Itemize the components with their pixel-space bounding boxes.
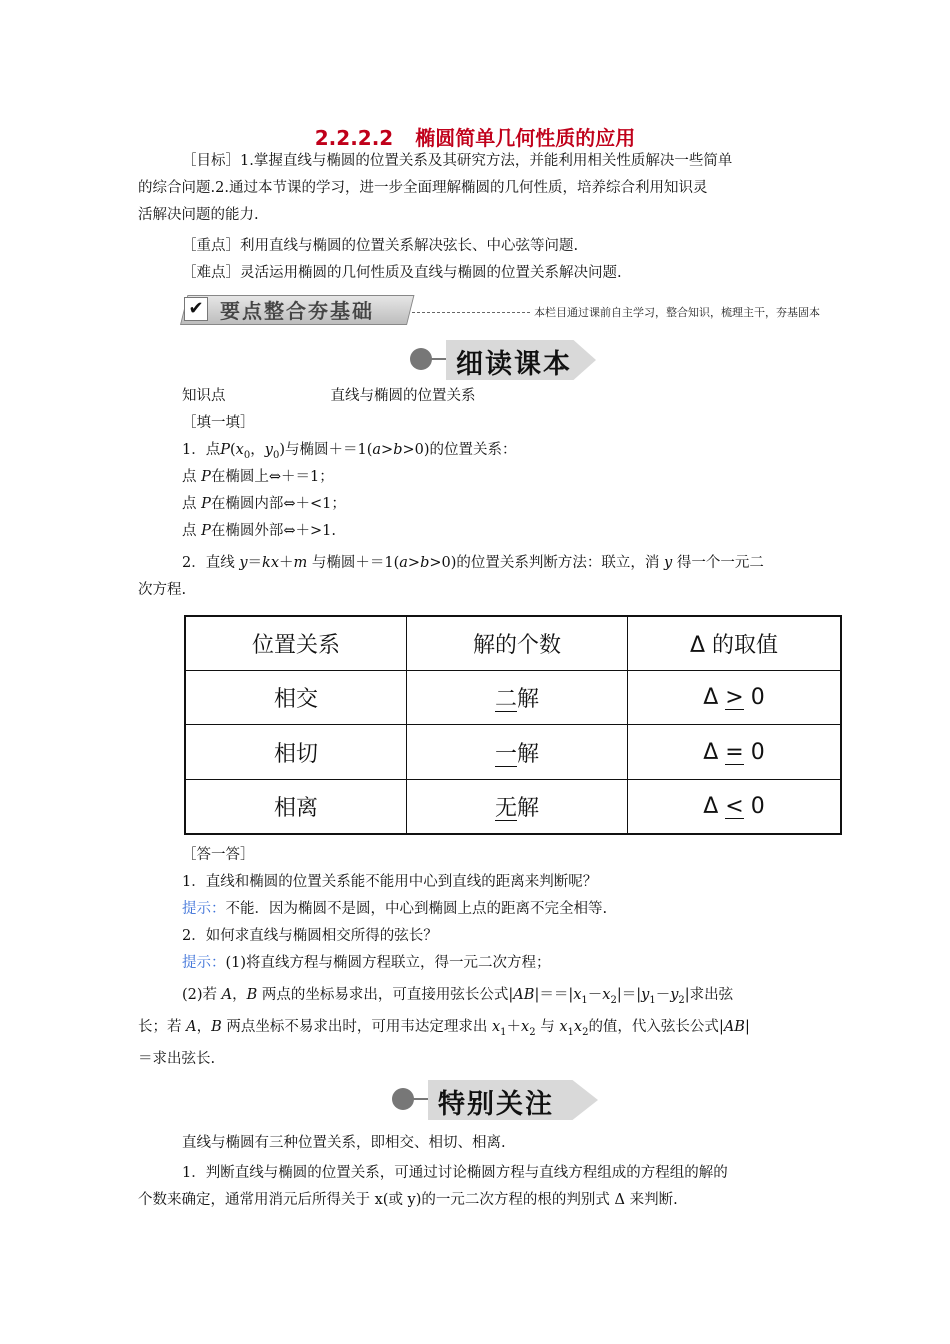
relation-cell: 相切 — [185, 725, 407, 779]
answer-2 — [182, 950, 862, 977]
relation-table — [184, 615, 842, 835]
header-delta: Δ 的取值 — [628, 616, 842, 671]
fill-in-label: ［填一填］ — [182, 415, 255, 431]
section-banner — [180, 293, 850, 327]
knowledge-label: 知识点 — [182, 388, 226, 404]
banner-divider — [412, 312, 530, 313]
table-row — [185, 725, 841, 779]
item-1-on-text: 在椭圆上⇔＋＝1； — [210, 469, 334, 485]
knowledge-topic: 直线与椭圆的位置关系 — [330, 388, 476, 404]
banner-note: 本栏目通过课前自主学习，整合知识，梳理主干，夯基固本 — [534, 306, 820, 319]
count-suffix: 解 — [517, 687, 540, 713]
answer-3-line-2: 长；若 A，B 两点坐标不易求出时，可用韦达定理求出 $x_1+x_2$ 与 $x_1x_2$的值，代入弦长公式|AB| — [138, 1018, 750, 1038]
special-line-3: 个数来确定，通常用消元后所得关于 x(或 y)的一元二次方程的根的判别式 Δ 来判断. — [138, 1192, 678, 1208]
delta-cell: Δ > 0 — [628, 671, 842, 725]
count-answer: 二 — [494, 687, 517, 713]
section-number: 2.2.2.2 — [314, 126, 394, 150]
title-text: 椭圆简单几何性质的应用 — [415, 126, 636, 150]
item-1-on: 点 P在椭圆上⇔＋＝1； — [182, 469, 334, 485]
item-2 — [138, 550, 818, 604]
key-point: ［重点］利用直线与椭圆的位置关系解决弦长、中心弦等问题. — [182, 238, 579, 254]
relation-cell: 相交 — [185, 671, 407, 725]
section-2-label: 特别关注 — [438, 1089, 554, 1120]
answer-1 — [182, 896, 862, 923]
answer-1-text: 不能．因为椭圆不是圆，中心到椭圆上点的距离不完全相等. — [225, 901, 608, 917]
relation-cell: 相离 — [185, 779, 407, 834]
section-header-2 — [392, 1078, 602, 1122]
item-2-line-1: 2．直线 y＝kx＋m 与椭圆＋＝1(a>b>0)的位置关系判断方法：联立，消 y 得一个一元二 — [182, 555, 764, 571]
item-2-line-1-text: 得一个一元二 — [676, 555, 764, 571]
knowledge-line — [182, 383, 862, 410]
difficulty: ［难点］灵活运用椭圆的几何性质及直线与椭圆的位置关系解决问题. — [182, 265, 622, 281]
goals-paragraph — [138, 148, 818, 229]
special-line-1: 直线与椭圆有三种位置关系，即相交、相切、相离. — [182, 1135, 506, 1151]
hint-label: 提示： — [182, 955, 226, 971]
checkmark-icon: ✔ — [184, 297, 208, 321]
answer-3-line-1: (2)若 A，B 两点的坐标易求出，可直接用弦长公式$|AB|==|x_1-x_2|=|y_1-y_2|$求出弦 — [182, 987, 734, 1006]
count-answer: 无 — [494, 795, 517, 821]
header-connector — [410, 1098, 430, 1100]
item-1-middle: 与椭圆＋＝1( — [284, 442, 373, 458]
special-paragraph — [138, 1160, 818, 1214]
item-2-line-2: 次方程. — [138, 582, 187, 598]
table-row — [185, 779, 841, 834]
answer-2-text: (1)将直线方程与椭圆方程联立，得一元二次方程； — [225, 955, 551, 971]
count-suffix: 解 — [517, 795, 540, 821]
header-relation: 位置关系 — [185, 616, 407, 671]
question-1: 1．直线和椭圆的位置关系能不能用中心到直线的距离来判断呢？ — [182, 874, 598, 890]
page-title — [0, 122, 950, 151]
delta-value: 0 — [750, 685, 765, 711]
delta-cell: Δ = 0 — [628, 725, 842, 779]
delta-value: 0 — [750, 793, 765, 819]
delta-answer: > — [725, 685, 744, 711]
item-1: 1．点$P(x_0$，$y_0$)与椭圆＋＝1(a>b>0)的位置关系： — [182, 442, 517, 461]
answer-3-mid: 的值，代入弦长公式 — [588, 1018, 719, 1035]
answer-label: ［答一答］ — [182, 847, 255, 863]
count-answer: 一 — [494, 741, 517, 767]
goals-line-3: 活解决问题的能力. — [138, 207, 259, 223]
question-2: 2．如何求直线与椭圆相交所得的弦长？ — [182, 928, 438, 944]
item-1-inside-text: 在椭圆内部⇔＋<1； — [210, 496, 346, 512]
answer-3-line-3: ＝求出弦长. — [138, 1050, 216, 1067]
item-1-suffix: )的位置关系： — [423, 442, 517, 458]
section-1-label: 细读课本 — [456, 349, 572, 380]
delta-cell: Δ < 0 — [628, 779, 842, 834]
item-1-prefix: 1．点 — [182, 442, 221, 458]
table-row — [185, 671, 841, 725]
header-count: 解的个数 — [407, 616, 628, 671]
goals-line-1: ［目标］1.掌握直线与椭圆的位置关系及其研究方法，并能利用相关性质解决一些简单 — [182, 153, 733, 169]
count-suffix: 解 — [517, 741, 540, 767]
item-1-outside: 点 P在椭圆外部⇔＋>1. — [182, 523, 337, 539]
special-line-2: 1．判断直线与椭圆的位置关系，可通过讨论椭圆方程与直线方程组成的方程组的解的 — [182, 1165, 728, 1181]
answer-3-tail: 求出弦 — [689, 987, 734, 1003]
hint-label: 提示： — [182, 901, 226, 917]
section-header-1 — [410, 338, 600, 382]
delta-answer: < — [725, 793, 744, 819]
delta-answer: = — [725, 739, 744, 765]
item-1-inside: 点 P在椭圆内部⇔＋<1； — [182, 496, 346, 512]
count-cell — [407, 671, 628, 725]
header-connector — [428, 358, 448, 360]
answer-3 — [138, 982, 818, 1073]
count-cell — [407, 725, 628, 779]
table-header-row — [185, 616, 841, 671]
item-1-outside-text: 在椭圆外部⇔＋>1. — [210, 523, 337, 539]
goals-line-2: 的综合问题.2.通过本节课的学习，进一步全面理解椭圆的几何性质，培养综合利用知识灵 — [138, 180, 708, 196]
delta-value: 0 — [750, 739, 765, 765]
banner-label: 要点整合夯基础 — [220, 299, 374, 323]
count-cell — [407, 779, 628, 834]
